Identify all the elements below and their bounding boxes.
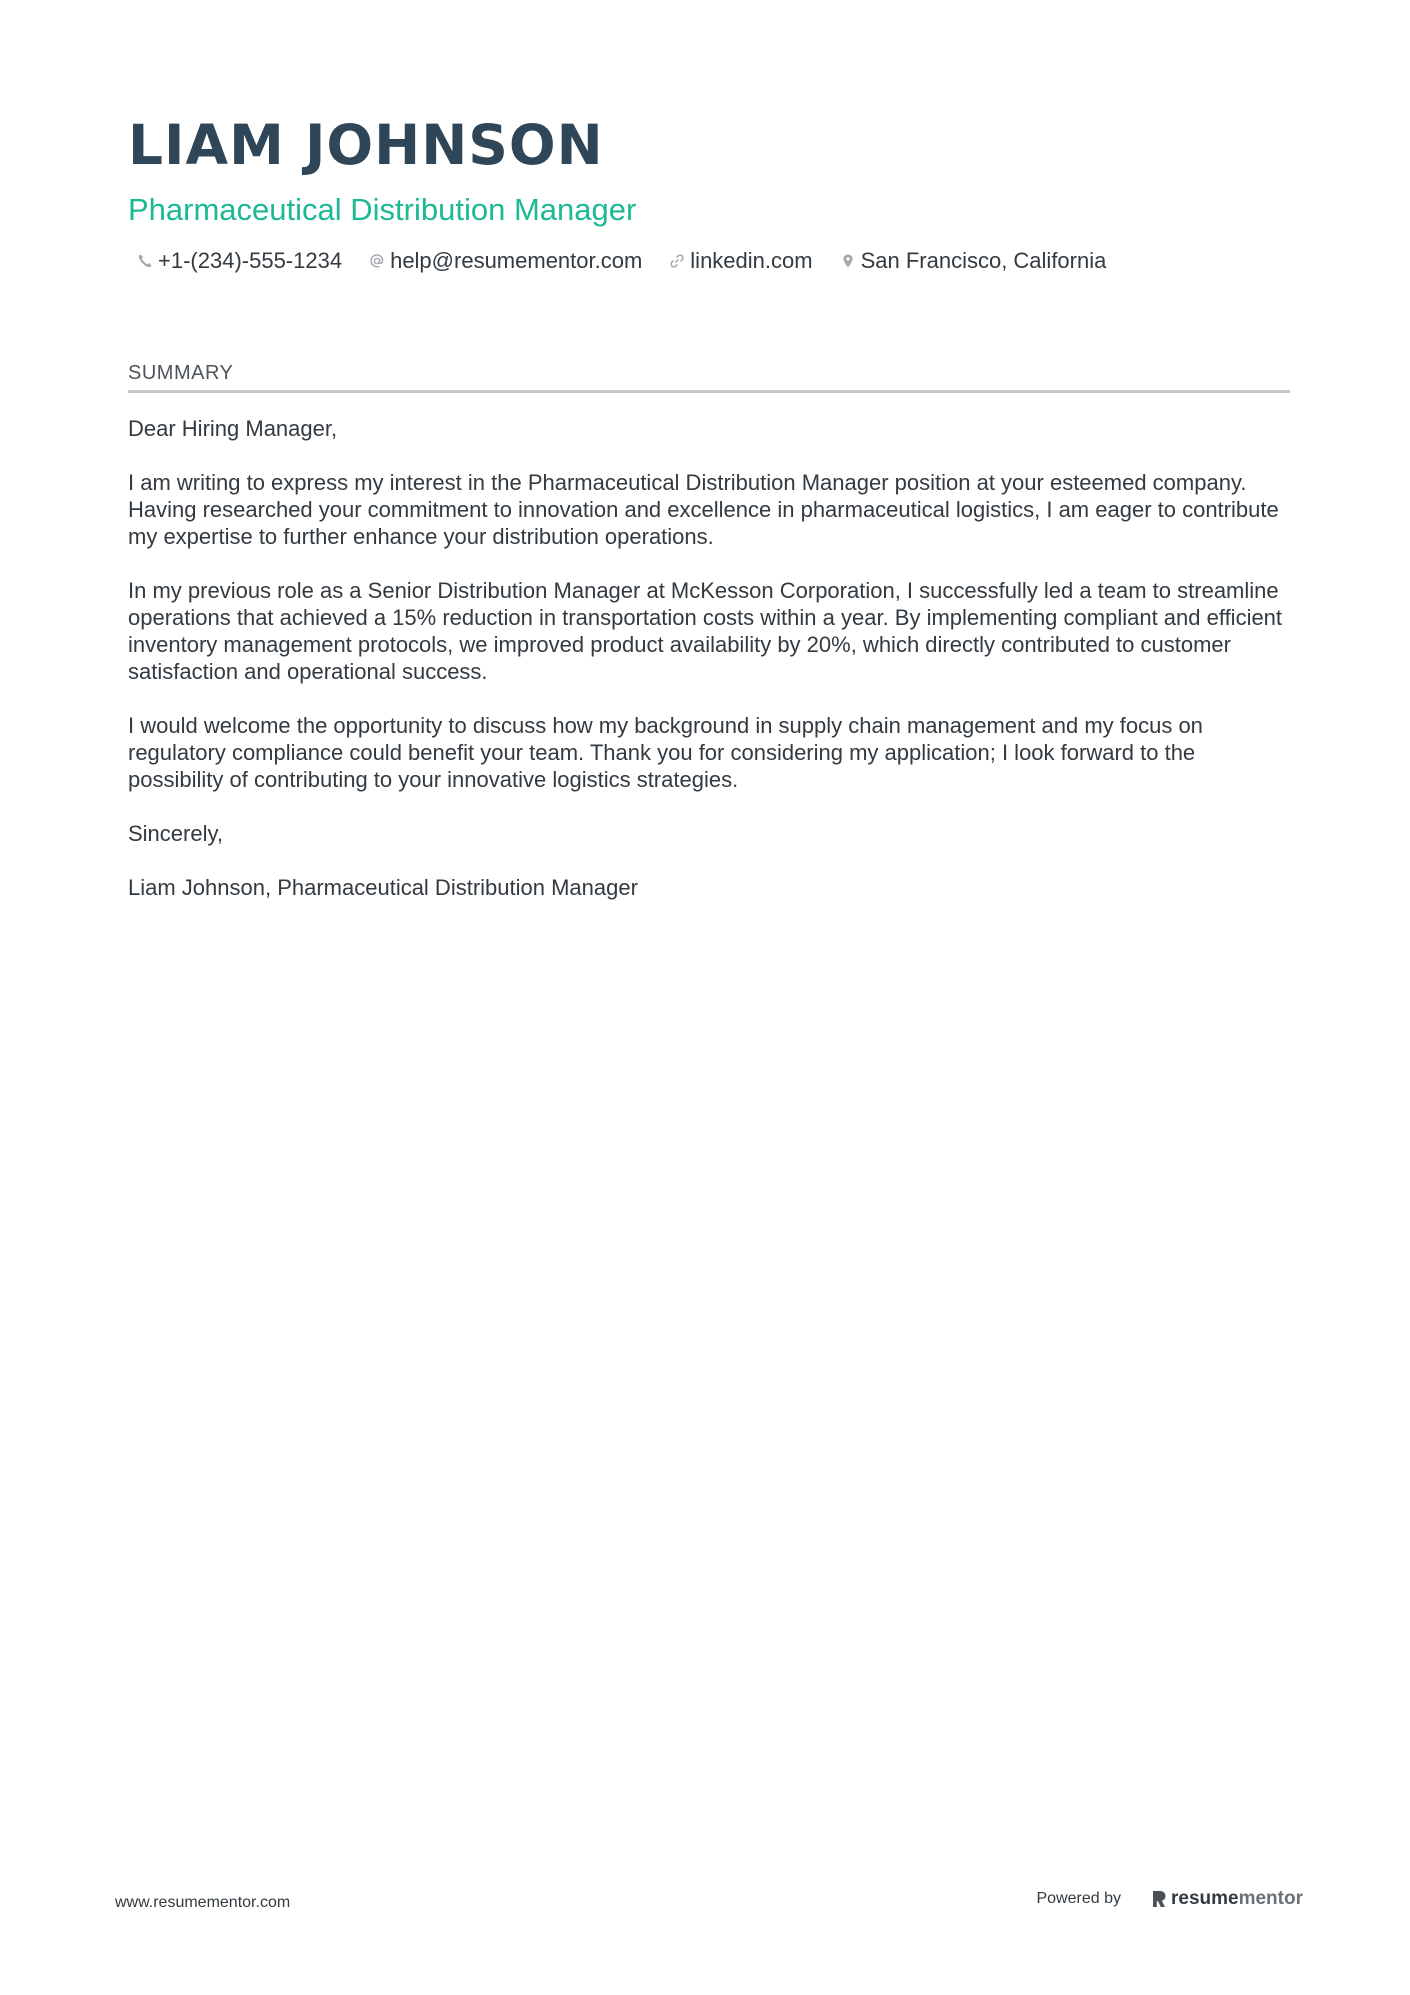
- location-pin-icon: [839, 252, 857, 270]
- footer-website-link[interactable]: www.resumementor.com: [115, 1894, 291, 1911]
- salutation: Dear Hiring Manager,: [128, 416, 338, 441]
- candidate-role: Pharmaceutical Distribution Manager: [128, 192, 637, 227]
- contact-linkedin-text: linkedin.com: [690, 248, 813, 273]
- resumementor-logo-icon: [1151, 1889, 1167, 1909]
- at-icon: [368, 252, 386, 270]
- powered-by-label: Powered by: [1036, 1890, 1121, 1907]
- section-title: SUMMARY: [128, 362, 234, 384]
- contact-location-text: San Francisco, California: [860, 248, 1107, 273]
- header: [128, 110, 1290, 273]
- brand-logo[interactable]: [1151, 1888, 1303, 1910]
- contact-phone-text: +1-(234)-555-1234: [158, 248, 343, 273]
- contact-linkedin[interactable]: [668, 247, 812, 275]
- candidate-name: LIAM JOHNSON: [128, 113, 604, 177]
- link-icon: [668, 252, 686, 270]
- phone-icon: [136, 252, 154, 270]
- brand-name-part1: resume: [1170, 1888, 1239, 1909]
- contact-bar: [136, 247, 1132, 275]
- letter-paragraph: I would welcome the opportunity to discuss how my background in supply chain management and my focus on regulatory compliance could benefit your team. Thank you for considering my application; I look forward to the possibility of contributing to your innovative logistics strategies.: [128, 713, 1203, 792]
- contact-location: [839, 247, 1107, 275]
- letter-paragraph: In my previous role as a Senior Distribution Manager at McKesson Corporation, I successfully led a team to streamline operations that achieved a 15% reduction in transportation costs within a year. By implementing compliant and efficient inventory management protocols, we improved product availability by 20%, which directly contributed to customer satisfaction and operational success.: [128, 578, 1283, 684]
- contact-phone[interactable]: [136, 247, 342, 275]
- letter-body: [128, 415, 1290, 901]
- closing: Sincerely,: [128, 821, 223, 846]
- letter-paragraph: I am writing to express my interest in the Pharmaceutical Distribution Manager position at your esteemed company. Having researched your commitment to innovation and excellence in pharmaceutical logistics, I am eager to contribute my expertise to further enhance your distribution operations.: [128, 470, 1279, 549]
- signature: Liam Johnson, Pharmaceutical Distribution Manager: [128, 875, 638, 900]
- brand-name-part2: mentor: [1238, 1888, 1303, 1909]
- contact-email-text: help@resumementor.com: [390, 248, 643, 273]
- footer-branding: [1036, 1888, 1303, 1910]
- summary-section: [128, 360, 1290, 928]
- contact-email[interactable]: [368, 247, 642, 275]
- section-divider: [128, 390, 1290, 393]
